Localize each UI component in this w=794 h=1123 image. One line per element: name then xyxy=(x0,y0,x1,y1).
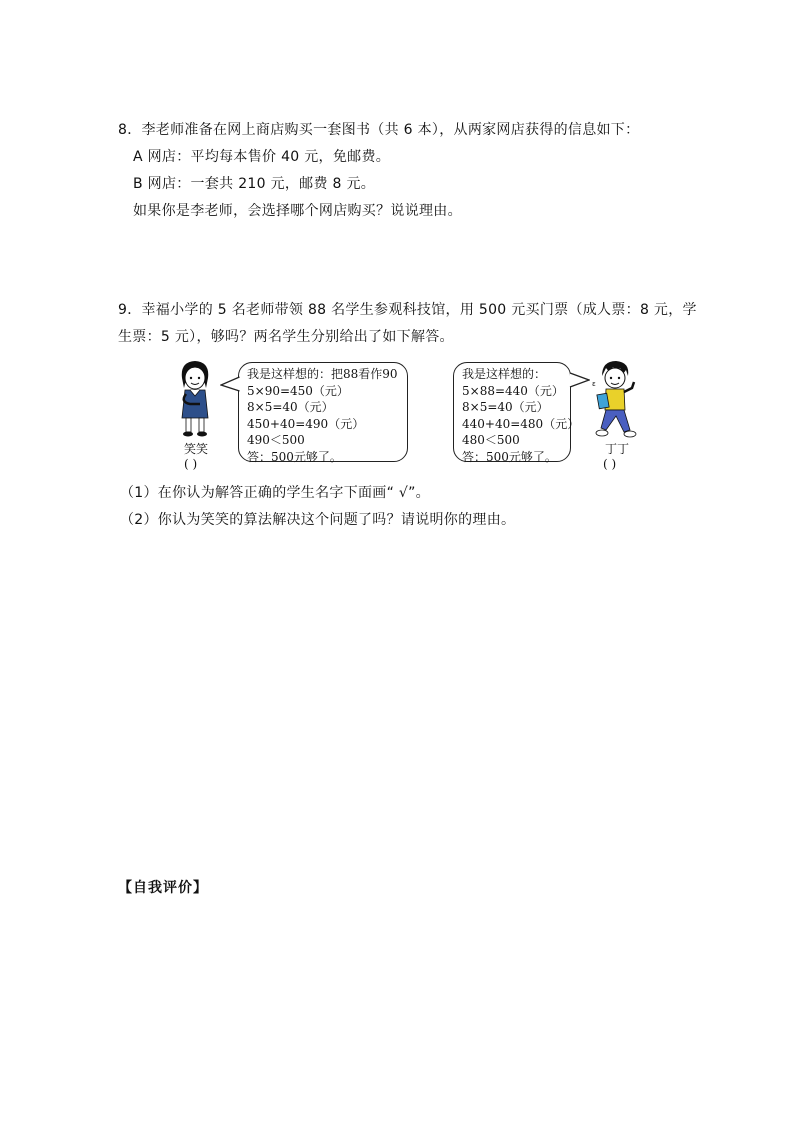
dingding-figure xyxy=(590,358,640,442)
xiaoxiao-bubble-tail xyxy=(220,376,242,394)
xiaoxiao-line-1: 我是这样想的：把88看作90 xyxy=(247,367,398,381)
xiaoxiao-speech-bubble xyxy=(238,362,408,462)
dingding-answer-paren[interactable]: ( ) xyxy=(603,457,617,471)
xiaoxiao-name: 笑笑 xyxy=(184,442,209,456)
dingding-bubble-tail xyxy=(568,372,590,390)
xiaoxiao-answer-paren[interactable]: ( ) xyxy=(184,457,198,471)
dingding-name: 丁丁 xyxy=(605,442,630,456)
dingding-line-6: 答：500元够了。 xyxy=(462,449,557,464)
xiaoxiao-line-3: 8×5=40（元） xyxy=(247,400,334,414)
q9-stem-line2: 生票：5 元），够吗？两名学生分别给出了如下解答。 xyxy=(118,329,454,345)
dingding-line-5: 480＜500 xyxy=(462,433,520,447)
xiaoxiao-line-5: 490＜500 xyxy=(247,433,305,447)
xiaoxiao-line-6: 答：500元够了。 xyxy=(247,449,342,464)
xiaoxiao-line-2: 5×90=450（元） xyxy=(247,383,349,398)
q9-sub1: （1）在你认为解答正确的学生名字下面画“ √”。 xyxy=(120,485,430,501)
svg-text:ε: ε xyxy=(592,380,596,388)
q8-question: 如果你是李老师，会选择哪个网店购买？说说理由。 xyxy=(133,203,462,219)
xiaoxiao-line-4: 450+40=490（元） xyxy=(247,416,365,431)
dingding-line-2: 5×88=440（元） xyxy=(462,383,564,398)
dingding-line-1: 我是这样想的： xyxy=(462,367,547,381)
dingding-line-4: 440+40=480（元） xyxy=(462,416,580,431)
dingding-speech-bubble xyxy=(453,362,580,464)
q9-sub2: （2）你认为笑笑的算法解决这个问题了吗？请说明你的理由。 xyxy=(120,512,516,528)
q8-stem: 8．李老师准备在网上商店购买一套图书（共 6 本），从两家网店获得的信息如下： xyxy=(118,122,640,138)
self-evaluation-heading: 【自我评价】 xyxy=(118,880,208,896)
q9-stem-line1: 9．幸福小学的 5 名老师带领 88 名学生参观科技馆，用 500 元买门票（成人票：8 元，学 xyxy=(118,302,697,318)
q8-shop-b: B 网店：一套共 210 元，邮费 8 元。 xyxy=(133,176,376,192)
q8-shop-a: A 网店：平均每本售价 40 元，免邮费。 xyxy=(133,149,391,165)
xiaoxiao-figure xyxy=(170,358,220,440)
dingding-line-3: 8×5=40（元） xyxy=(462,400,549,414)
